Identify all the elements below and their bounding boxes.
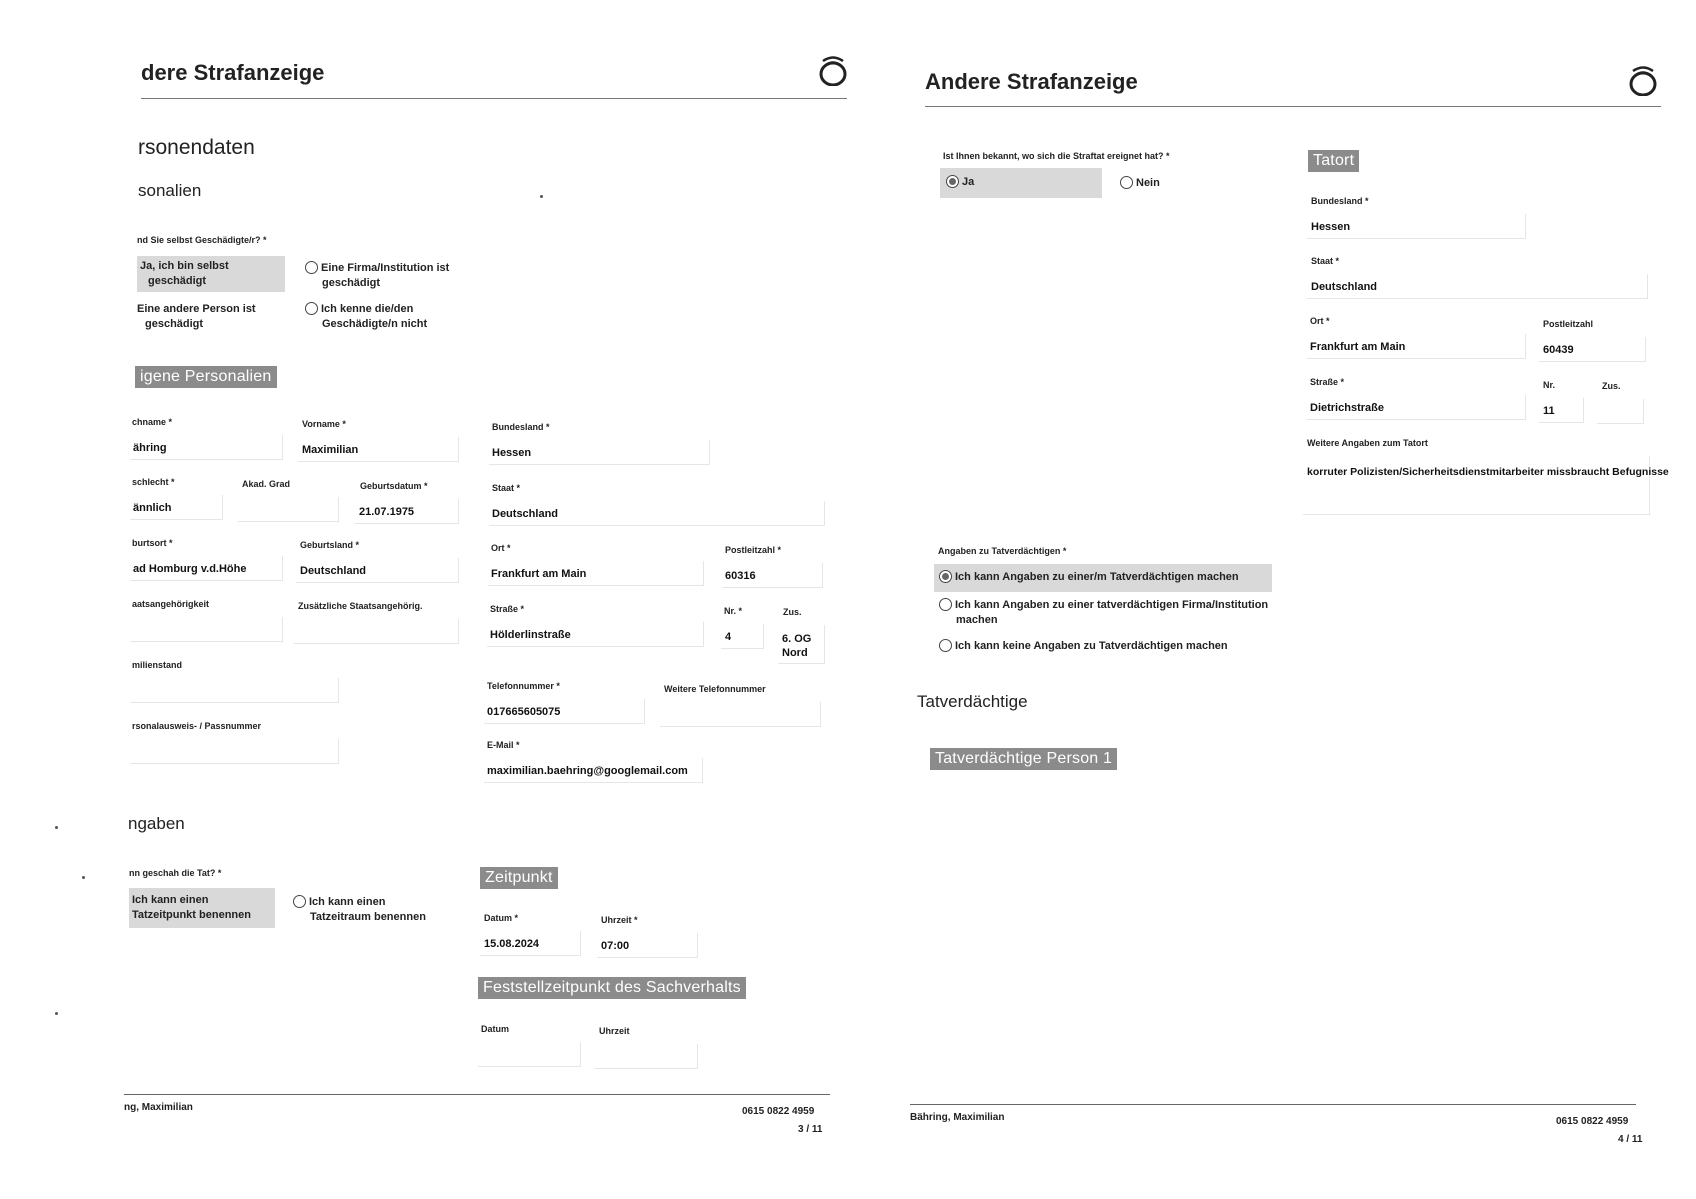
radio-selected-icon xyxy=(939,570,952,583)
label-staatsangehoerigkeit: aatsangehörigkeit xyxy=(132,599,210,609)
value-staat: Deutschland xyxy=(492,508,559,520)
chip-eigene-personalien: igene Personalien xyxy=(135,366,277,388)
value-strasse: Dietrichstraße xyxy=(1310,402,1384,414)
option-firma-geschaedigt[interactable] xyxy=(305,261,449,291)
option-line: Ja, ich bin selbst xyxy=(140,260,229,272)
value-geburtsland: Deutschland xyxy=(300,565,367,577)
label-strasse: Straße * xyxy=(1310,377,1345,387)
value-postleitzahl: 60439 xyxy=(1543,344,1574,356)
label-telefon: Telefonnummer * xyxy=(487,681,560,691)
option-line: Ich kenne die/den xyxy=(321,303,414,315)
label-zus-staatsangehoerigkeit: Zusätzliche Staatsangehörig. xyxy=(298,601,423,611)
label-bundesland: Bundesland * xyxy=(492,422,550,432)
option-kenne-nicht[interactable] xyxy=(305,302,427,332)
police-logo-icon xyxy=(818,52,848,86)
value-strasse: Hölderlinstraße xyxy=(490,629,571,641)
chip-tatort: Tatort xyxy=(1308,150,1359,172)
label-weitere-angaben: Weitere Angaben zum Tatort xyxy=(1307,438,1428,448)
option-line: Nein xyxy=(1136,177,1160,189)
value-nachname: ähring xyxy=(133,442,167,454)
label-zusatz: Zus. xyxy=(783,607,802,617)
question-tatort-bekannt: Ist Ihnen bekannt, wo sich die Straftat ereignet hat? * xyxy=(943,151,1170,161)
footer-number: 0615 0822 4959 xyxy=(1556,1116,1629,1127)
value-bundesland: Hessen xyxy=(1311,221,1351,233)
label-geburtsdatum: Geburtsdatum * xyxy=(360,481,428,491)
option-andere-person[interactable] xyxy=(137,302,256,332)
value-postleitzahl: 60316 xyxy=(725,570,756,582)
option-line: Ich kann Angaben zu einer/m Tatverdächtigen machen xyxy=(955,571,1239,583)
label-staat: Staat * xyxy=(1311,256,1340,266)
label-weitere-telefon: Weitere Telefonnummer xyxy=(664,684,766,694)
footer-page: 3 / 11 xyxy=(798,1124,823,1135)
footer-page: 4 / 11 xyxy=(1618,1134,1643,1145)
field-datum-feststell[interactable] xyxy=(478,1042,581,1067)
option-line: Tatzeitpunkt benennen xyxy=(132,909,251,921)
footer-number: 0615 0822 4959 xyxy=(742,1106,815,1117)
option-line: Tatzeitraum benennen xyxy=(310,911,426,923)
label-ort: Ort * xyxy=(491,543,511,553)
chip-feststellzeitpunkt: Feststellzeitpunkt des Sachverhalts xyxy=(478,977,746,999)
radio-icon xyxy=(939,639,952,652)
label-uhrzeit-feststell: Uhrzeit xyxy=(599,1026,630,1036)
option-line: Eine Firma/Institution ist xyxy=(321,262,450,274)
option-line: Eine andere Person ist xyxy=(137,303,256,315)
header-rule xyxy=(925,106,1661,107)
value-ort: Frankfurt am Main xyxy=(1310,341,1406,353)
radio-icon xyxy=(305,261,318,274)
option-line: Geschädigte/n nicht xyxy=(322,318,428,330)
label-zusatz: Zus. xyxy=(1602,381,1621,391)
label-hausnummer: Nr. xyxy=(1543,380,1556,390)
option-line: geschädigt xyxy=(145,318,204,330)
value-staat: Deutschland xyxy=(1311,281,1378,293)
option-selbst-geschaedigt[interactable] xyxy=(137,256,285,292)
value-bundesland: Hessen xyxy=(492,447,532,459)
radio-icon xyxy=(293,895,306,908)
value-hausnummer: 11 xyxy=(1543,405,1555,417)
value-geburtsort: ad Homburg v.d.Höhe xyxy=(133,563,247,575)
page-4 xyxy=(860,0,1696,1199)
header-rule xyxy=(141,98,847,99)
label-ort: Ort * xyxy=(1310,316,1330,326)
option-angaben-person[interactable] xyxy=(934,564,1272,592)
value-zusatz xyxy=(782,632,811,660)
label-vorname: Vorname * xyxy=(302,419,346,429)
field-weitere-telefon[interactable] xyxy=(660,702,821,727)
label-familienstand: milienstand xyxy=(132,660,183,670)
label-nachname: chname * xyxy=(132,417,173,427)
label-uhrzeit: Uhrzeit * xyxy=(601,915,638,925)
question-geschaedigt: nd Sie selbst Geschädigte/r? * xyxy=(137,235,267,245)
radio-icon xyxy=(1120,176,1133,189)
option-line: geschädigt xyxy=(148,275,207,287)
option-ja[interactable] xyxy=(940,168,1102,198)
field-akad-grad[interactable] xyxy=(238,497,339,522)
question-tatzeit: nn geschah die Tat? * xyxy=(129,868,222,878)
field-familienstand[interactable] xyxy=(130,678,339,703)
option-line: machen xyxy=(956,614,998,626)
option-line: Ja xyxy=(962,176,975,188)
value-ort: Frankfurt am Main xyxy=(491,568,587,580)
label-geburtsland: Geburtsland * xyxy=(300,540,360,550)
scan-speck xyxy=(82,876,85,879)
footer-rule xyxy=(910,1104,1636,1105)
radio-icon xyxy=(939,598,952,611)
option-tatzeitpunkt[interactable] xyxy=(129,888,275,928)
question-tatverdaechtige: Angaben zu Tatverdächtigen * xyxy=(938,546,1067,556)
option-line: Ich kann einen xyxy=(132,894,209,906)
scan-speck xyxy=(540,195,543,198)
value-datum: 15.08.2024 xyxy=(484,938,540,950)
field-zusatz[interactable] xyxy=(1597,399,1644,424)
value-weitere-angaben: korruter Polizisten/Sicherheitsdienstmitarbeiter missbraucht Befugnisse xyxy=(1307,466,1669,478)
value-geburtsdatum: 21.07.1975 xyxy=(359,506,415,518)
footer-name: ng, Maximilian xyxy=(124,1102,193,1113)
radio-selected-icon xyxy=(946,175,959,188)
value-vorname: Maximilian xyxy=(302,444,359,456)
field-ausweisnummer[interactable] xyxy=(130,739,339,764)
option-tatzeitraum[interactable] xyxy=(293,895,426,925)
value-uhrzeit: 07:00 xyxy=(601,940,630,952)
scan-speck xyxy=(55,1012,58,1015)
label-postleitzahl: Postleitzahl xyxy=(1543,319,1594,329)
document-title: Andere Strafanzeige xyxy=(925,69,1138,94)
footer-rule xyxy=(124,1094,830,1095)
option-angaben-firma[interactable] xyxy=(939,598,1268,628)
scan-speck xyxy=(55,826,58,829)
section-title: rsonendaten xyxy=(138,136,255,159)
label-staat: Staat * xyxy=(492,483,521,493)
value-line: Nord xyxy=(782,647,808,659)
document-title: dere Strafanzeige xyxy=(141,60,325,85)
value-telefon: 017665605075 xyxy=(487,706,561,718)
label-akad-grad: Akad. Grad xyxy=(242,479,291,489)
option-line: geschädigt xyxy=(322,277,381,289)
field-uhrzeit-feststell[interactable] xyxy=(595,1044,698,1069)
value-hausnummer: 4 xyxy=(725,631,732,643)
label-bundesland: Bundesland * xyxy=(1311,196,1369,206)
field-zus-staatsangehoerigkeit[interactable] xyxy=(294,619,459,644)
option-nein[interactable] xyxy=(1120,176,1160,191)
label-strasse: Straße * xyxy=(490,604,525,614)
label-postleitzahl: Postleitzahl * xyxy=(725,545,782,555)
label-datum: Datum * xyxy=(484,913,519,923)
option-line: Ich kann Angaben zu einer tatverdächtigen Firma/Institution xyxy=(955,599,1269,611)
police-logo-icon xyxy=(1628,62,1658,96)
chip-zeitpunkt: Zeitpunkt xyxy=(480,867,558,889)
option-line: Ich kann einen xyxy=(309,896,386,908)
footer-name: Bähring, Maximilian xyxy=(910,1112,1005,1123)
label-datum-feststell: Datum xyxy=(481,1024,510,1034)
option-keine-angaben[interactable] xyxy=(939,639,1228,654)
label-ausweisnummer: rsonalausweis- / Passnummer xyxy=(132,721,262,731)
radio-icon xyxy=(305,302,318,315)
section-tatangaben: ngaben xyxy=(128,814,185,833)
subsection-title: sonalien xyxy=(138,181,202,200)
field-staatsangehoerigkeit[interactable] xyxy=(130,617,283,642)
label-hausnummer: Nr. * xyxy=(724,606,743,616)
label-geburtsort: burtsort * xyxy=(132,538,173,548)
value-email: maximilian.baehring@googlemail.com xyxy=(487,765,688,777)
option-line: Ich kann keine Angaben zu Tatverdächtigen machen xyxy=(955,640,1228,652)
section-tatverdaechtige: Tatverdächtige xyxy=(917,692,1028,711)
field-weitere-angaben[interactable] xyxy=(1303,456,1650,515)
value-geschlecht: ännlich xyxy=(133,502,172,514)
value-line: 6. OG xyxy=(782,633,812,645)
chip-tatverdaechtige-person: Tatverdächtige Person 1 xyxy=(930,748,1117,770)
label-geschlecht: schlecht * xyxy=(132,477,175,487)
label-email: E-Mail * xyxy=(487,740,520,750)
